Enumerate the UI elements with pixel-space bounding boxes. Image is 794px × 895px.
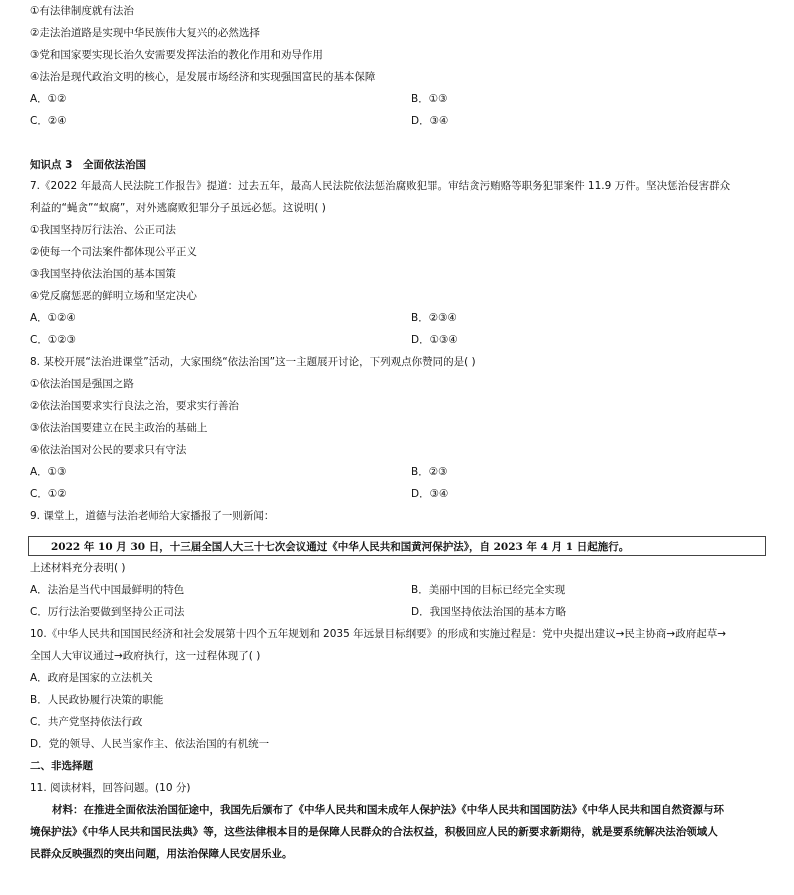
q6-option-a[interactable]: A．①②	[30, 93, 67, 105]
q8-option-d[interactable]: D．③④	[411, 488, 449, 500]
q11-stem: 11. 阅读材料，回答问题。(10 分)	[30, 782, 191, 794]
q9-news-text: 2022 年 10 月 30 日，十三届全国人大三十七次会议通过《中华人民共和国黄河保护法》，自 2023 年 4 月 1 日起施行。	[51, 541, 630, 553]
q7-item-4: ④党反腐惩恶的鲜明立场和坚定决心	[30, 290, 197, 302]
q10-option-d[interactable]: D．党的领导、人民当家作主、依法治国的有机统一	[30, 738, 270, 750]
q6-option-b[interactable]: B．①③	[411, 93, 448, 105]
q8-stem: 8. 某校开展“法治进课堂”活动，大家围绕“依法治国”这一主题展开讨论，下列观点你赞同的是( )	[30, 356, 476, 368]
q6-item-3: ③党和国家要实现长治久安需要发挥法治的教化作用和劝导作用	[30, 49, 323, 61]
q6-item-4: ④法治是现代政治文明的核心，是发展市场经济和实现强国富民的基本保障	[30, 71, 376, 83]
q9-option-b[interactable]: B．美丽中国的目标已经完全实现	[411, 584, 566, 596]
q6-item-2: ②走法治道路是实现中华民族伟大复兴的必然选择	[30, 27, 260, 39]
q8-item-3: ③依法治国要建立在民主政治的基础上	[30, 422, 208, 434]
q7-option-b[interactable]: B．②③④	[411, 312, 457, 324]
q9-news-box	[28, 536, 766, 556]
q7-option-c[interactable]: C．①②③	[30, 334, 77, 346]
q8-item-1: ①依法治国是强国之路	[30, 378, 134, 390]
q8-option-c[interactable]: C．①②	[30, 488, 67, 500]
q11-material-line-3: 民群众反映强烈的突出问题，用法治保障人民安居乐业。	[30, 848, 293, 860]
section-heading-2: 二、非选择题	[30, 760, 93, 772]
q9-option-d[interactable]: D．我国坚持依法治国的基本方略	[411, 606, 567, 618]
q7-option-a[interactable]: A．①②④	[30, 312, 76, 324]
q8-option-b[interactable]: B．②③	[411, 466, 448, 478]
q9-stem: 9. 课堂上，道德与法治老师给大家播报了一则新闻：	[30, 510, 275, 522]
q8-item-2: ②依法治国要求实行良法之治，要求实行善治	[30, 400, 239, 412]
q9-option-a[interactable]: A．法治是当代中国最鲜明的特色	[30, 584, 185, 596]
q6-option-d[interactable]: D．③④	[411, 115, 449, 127]
q9-question: 上述材料充分表明( )	[30, 562, 126, 574]
q7-stem-line-2: 利益的“蝇贪”“蚁腐”，对外逃腐败犯罪分子虽远必惩。这说明( )	[30, 202, 326, 214]
section-heading-3: 知识点 3 全面依法治国	[30, 159, 146, 171]
q7-option-d[interactable]: D．①③④	[411, 334, 458, 346]
q10-stem-line-2: 全国人大审议通过→政府执行，这一过程体现了( )	[30, 650, 261, 662]
q8-item-4: ④依法治国对公民的要求只有守法	[30, 444, 187, 456]
q6-item-1: ①有法律制度就有法治	[30, 5, 134, 17]
q10-option-b[interactable]: B．人民政协履行决策的职能	[30, 694, 164, 706]
q10-option-a[interactable]: A．政府是国家的立法机关	[30, 672, 153, 684]
q11-material-line-2: 境保护法》《中华人民共和国民法典》等，这些法律根本目的是保障人民群众的合法权益，积极回应人民的新要求新期待，就是要系统解决法治领域人	[30, 826, 718, 838]
q7-item-1: ①我国坚持厉行法治、公正司法	[30, 224, 176, 236]
q10-stem-line-1: 10.《中华人民共和国国民经济和社会发展第十四个五年规划和 2035 年远景目标纲要》的形成和实施过程是：党中央提出建议→民主协商→政府起草→	[30, 628, 726, 640]
q11-material-line-1: 材料：在推进全面依法治国征途中，我国先后颁布了《中华人民共和国未成年人保护法》《中华人民共和国国防法》《中华人民共和国自然资源与环	[52, 804, 724, 816]
q7-item-2: ②使每一个司法案件都体现公平正义	[30, 246, 197, 258]
q7-stem-line-1: 7.《2022 年最高人民法院工作报告》提道：过去五年，最高人民法院依法惩治腐败犯罪。审结贪污贿赂等职务犯罪案件 11.9 万件。坚决惩治侵害群众	[30, 180, 731, 192]
q7-item-3: ③我国坚持依法治国的基本国策	[30, 268, 176, 280]
q10-option-c[interactable]: C．共产党坚持依法行政	[30, 716, 143, 728]
q6-option-c[interactable]: C．②④	[30, 115, 67, 127]
q9-option-c[interactable]: C．厉行法治要做到坚持公正司法	[30, 606, 185, 618]
q8-option-a[interactable]: A．①③	[30, 466, 67, 478]
